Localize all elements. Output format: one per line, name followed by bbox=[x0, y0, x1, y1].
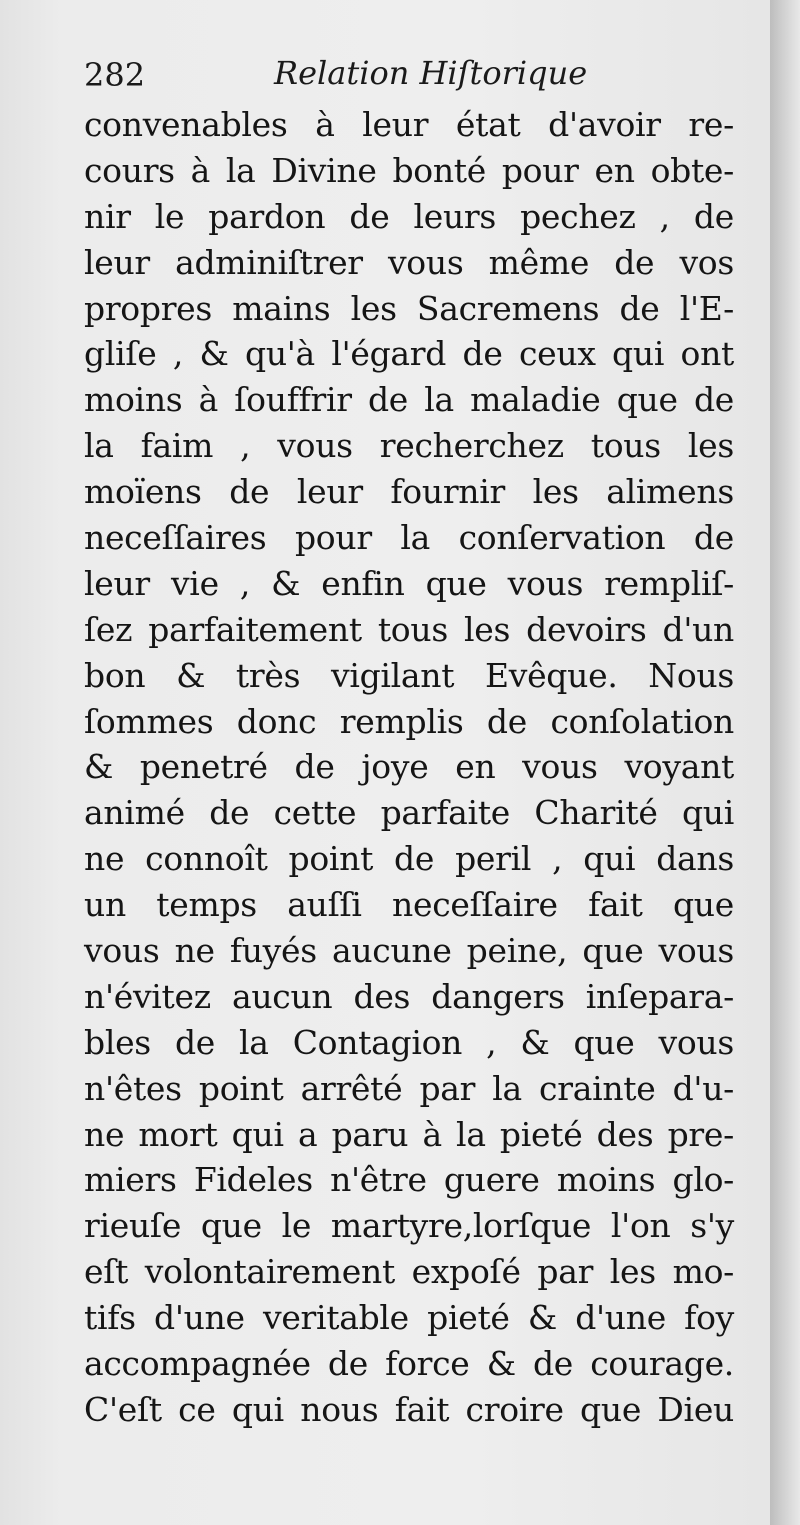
text-line: ſommes donc remplis de conſolation bbox=[84, 701, 734, 741]
text-line: n'êtes point arrêté par la crainte d'u- bbox=[84, 1068, 734, 1108]
running-title: Relation Hiſtorique bbox=[274, 54, 588, 92]
body-text bbox=[84, 102, 734, 1433]
text-line: la faim , vous recherchez tous les bbox=[84, 426, 734, 466]
text-line: ne mort qui a paru à la pieté des pre- bbox=[84, 1114, 734, 1154]
text-line: convenables à leur état d'avoir re- bbox=[84, 105, 734, 144]
text-line: animé de cette parfaite Charité qui bbox=[84, 793, 734, 833]
text-line: un temps auſſi neceſſaire fait que bbox=[84, 885, 734, 925]
text-line: ne connoît point de peril , qui dans bbox=[84, 839, 734, 879]
text-line: accompagnée de force & de courage. bbox=[84, 1344, 734, 1384]
text-line: eſt volontairement expoſé par les mo- bbox=[84, 1252, 734, 1292]
text-line: moïens de leur fournir les alimens bbox=[84, 472, 734, 512]
text-line: neceſſaires pour la conſervation de bbox=[84, 518, 734, 558]
text-line: miers Fideles n'être guere moins glo- bbox=[84, 1160, 734, 1200]
text-line: propres mains les Sacremens de l'E- bbox=[84, 288, 734, 328]
text-line: tifs d'une veritable pieté & d'une foy bbox=[84, 1298, 734, 1338]
text-line: moins à ſouffrir de la maladie que de bbox=[84, 380, 734, 420]
page-edge bbox=[770, 0, 800, 1525]
text-line: bles de la Contagion , & que vous bbox=[84, 1022, 734, 1062]
text-line: ſez parfaitement tous les devoirs d'un bbox=[84, 609, 734, 649]
text-line: leur vie , & enfin que vous rempliſ- bbox=[84, 563, 734, 603]
page-number: 282 bbox=[84, 56, 146, 94]
text-line: nir le pardon de leurs pechez , de bbox=[84, 196, 734, 236]
text-line: vous ne fuyés aucune peine, que vous bbox=[84, 931, 734, 971]
text-line: leur adminiſtrer vous même de vos bbox=[84, 242, 734, 282]
text-line: rieuſe que le martyre,lorſque l'on s'y bbox=[84, 1206, 734, 1246]
text-line: bon & très vigilant Evêque. Nous bbox=[84, 655, 734, 695]
text-line: n'évitez aucun des dangers inſepara- bbox=[84, 976, 734, 1016]
text-line: C'eſt ce qui nous fait croire que Dieu bbox=[84, 1389, 734, 1429]
text-line: & penetré de joye en vous voyant bbox=[84, 747, 734, 787]
running-head bbox=[84, 48, 734, 98]
text-line: cours à la Divine bonté pour en obte- bbox=[84, 150, 734, 190]
text-line: gliſe , & qu'à l'égard de ceux qui ont bbox=[84, 334, 734, 374]
